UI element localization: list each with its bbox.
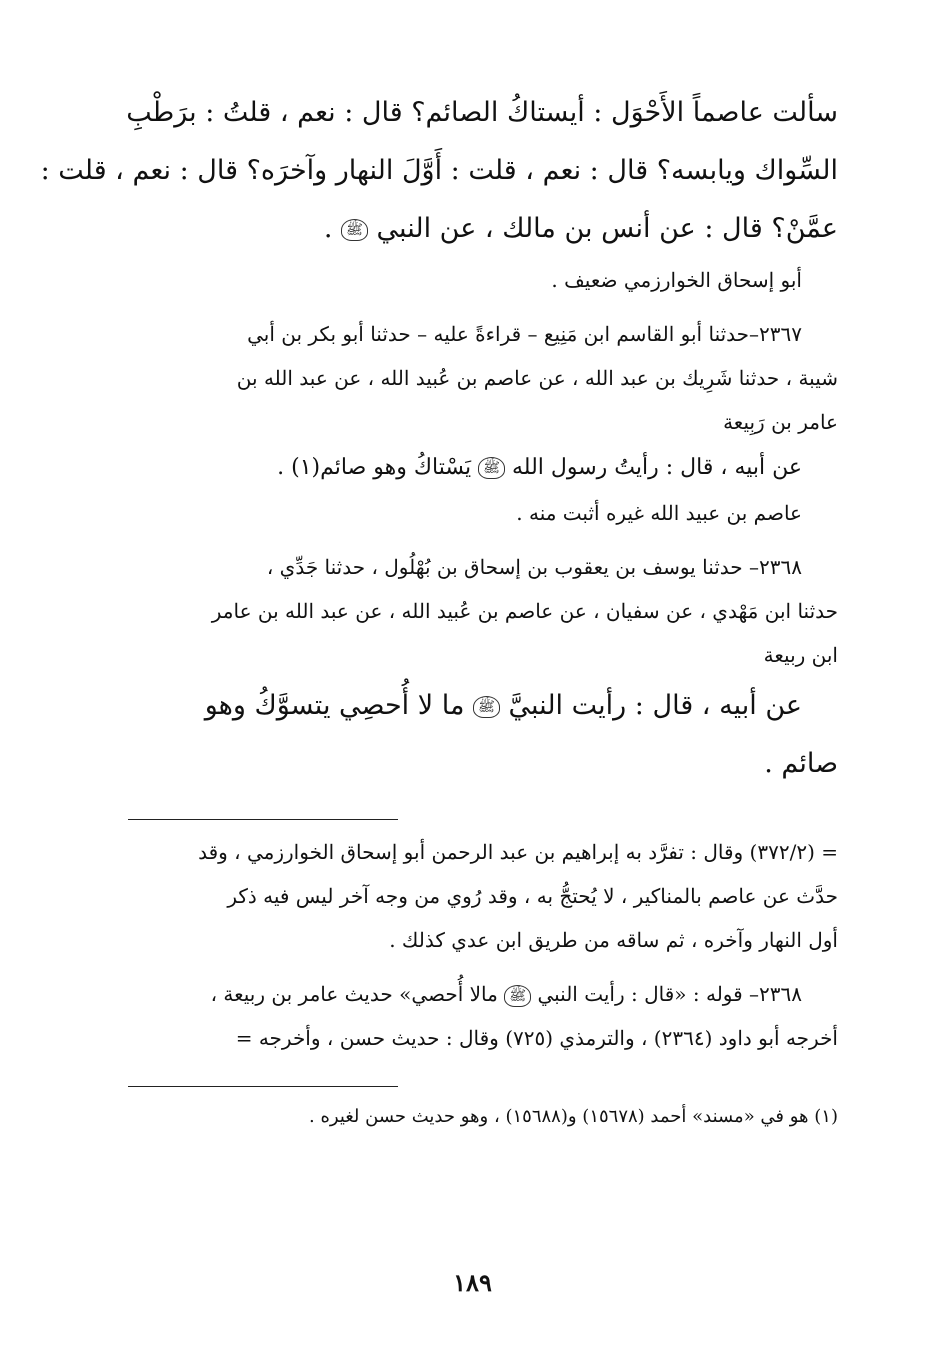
page-number: ١٨٩ [453, 1268, 492, 1297]
text-line: ٢٣٦٧–حدثنا أبو القاسم ابن مَنِيع – قراءةً عليه – حدثنا أبو بكر بن أبي [247, 322, 802, 346]
text-line: = (٣٧٢/٢) وقال : تفرَّد به إبراهيم بن عبد الرحمن أبو إسحاق الخوارزمي ، وقد [198, 840, 838, 864]
hadith-2368-text [128, 677, 838, 793]
text-line [128, 972, 838, 1016]
text-span: مالا أُحصي» حديث عامر بن ربيعة ، [210, 982, 498, 1006]
text-span: ٢٣٦٨– قوله : «قال : رأيت النبي [537, 982, 802, 1006]
text-line: حدَّث عن عاصم بالمناكير ، لا يُحتجُّ به ، وقد رُوي من وجه آخر ليس فيه ذكر [227, 884, 838, 908]
text-line: أخرجه أبو داود (٢٣٦٤) ، والترمذي (٧٢٥) وقال : حديث حسن ، وأخرجه = [235, 1026, 838, 1050]
pbuh-honorific-icon: ﷺ [473, 696, 500, 718]
hadith-2367-chain [128, 312, 838, 444]
text-line: ٢٣٦٨– حدثنا يوسف بن يعقوب بن إسحاق بن بُهْلُول ، حدثنا جَدِّي ، [266, 555, 802, 579]
paragraph-1 [40, 84, 838, 258]
footnote-1: (١) هو في «مسند» أحمد (١٥٦٧٨) و(١٥٦٨٨) ، وهو حديث حسن لغيره . [309, 1106, 838, 1127]
text-line: عامر بن رَبِيعة [723, 410, 838, 434]
text-span: عن أبيه ، قال : رأيتُ رسول الله [512, 455, 802, 480]
hadith-2368-chain [128, 545, 838, 677]
commentary [128, 830, 838, 1060]
text-line: شيبة ، حدثنا شَرِيك بن عبد الله ، عن عاصم بن عُبيد الله ، عن عبد الله بن [236, 366, 838, 390]
text-line: السِّواك ويابسه؟ قال : نعم ، قلت : أَوَّلَ النهار وآخرَه؟ قال : نعم ، قلت : [40, 155, 838, 186]
text-span: ما لا أُحصِي يتسوَّكُ وهو [204, 690, 465, 721]
text-line: أول النهار وآخره ، ثم ساقه من طريق ابن عدي كذلك . [389, 928, 838, 952]
text-line [128, 200, 838, 258]
hadith-2367-text [128, 444, 838, 491]
pbuh-honorific-icon: ﷺ [341, 219, 368, 241]
text-line: حدثنا ابن مَهْدي ، عن سفيان ، عن عاصم بن عُبيد الله ، عن عبد الله بن عامر [211, 599, 838, 623]
text-line: سألت عاصماً الأَحْوَل : أيستاكُ الصائم؟ قال : نعم ، قلتُ : برَطْبِ [126, 97, 838, 128]
text-span: يَسْتاكُ وهو صائم(١) . [277, 455, 472, 480]
text-span: عن أبيه ، قال : رأيت النبيَّ [508, 690, 802, 721]
pbuh-honorific-icon: ﷺ [478, 457, 505, 479]
text-line: صائم . [764, 748, 838, 779]
text-line: ابن ربيعة [763, 643, 838, 667]
grading-note: عاصم بن عبيد الله غيره أثبت منه . [516, 501, 802, 525]
page-body [40, 84, 838, 1137]
text-span: . [323, 213, 342, 244]
text-line [128, 677, 838, 735]
grading-note: أبو إسحاق الخوارزمي ضعيف . [551, 268, 802, 292]
text-span: عمَّنْ؟ قال : عن أنس بن مالك ، عن النبي [376, 213, 838, 244]
pbuh-honorific-icon: ﷺ [504, 985, 531, 1007]
